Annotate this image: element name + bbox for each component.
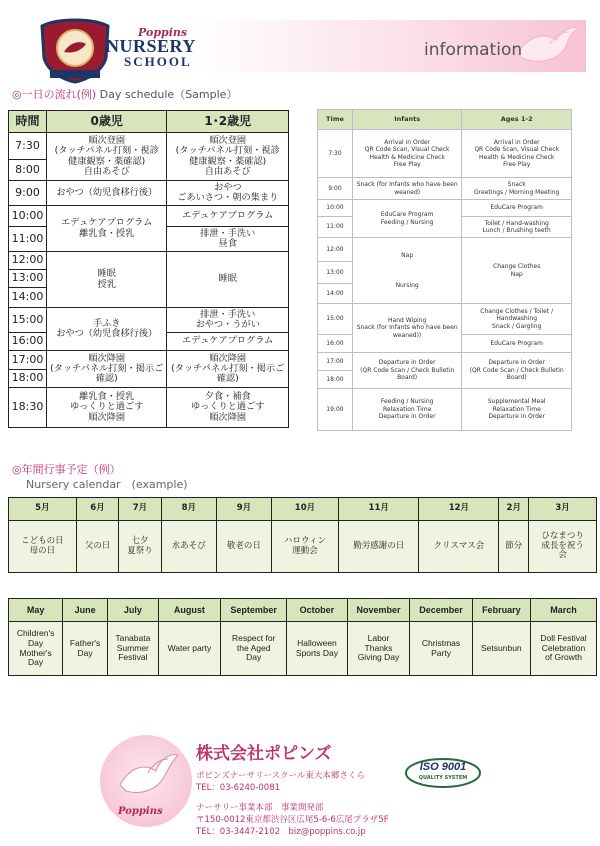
schedule-cell: Departure in Order (QR Code Scan / Check Bulletin Board) — [462, 353, 572, 389]
header-age0: 0歳児 — [46, 111, 167, 133]
time-cell: 13:00 — [318, 262, 353, 284]
time-cell: 18:00 — [318, 371, 353, 389]
schedule-cell: Change Clothes / Toilet / Handwashing Snack / Gargling — [462, 304, 572, 335]
header-ages12: Ages 1-2 — [462, 110, 572, 130]
schedule-cell: Change Clothes Nap — [462, 238, 572, 304]
time-cell: 7:30 — [318, 130, 353, 178]
schedule-cell: Hand Wiping Snack (for Infants who have been weaned)) — [352, 304, 462, 353]
month-cell: December — [410, 599, 472, 622]
address: 〒150-0012東京都渋谷区広尾5-6-6広尾プラザ5F — [196, 815, 389, 825]
time-cell: 17:00 — [318, 353, 353, 371]
schedule-cell: Arrival in Order QR Code Scan, Visual Check Health & Medicine Check Free Play — [462, 130, 572, 178]
event-cell: Christmas Party — [410, 622, 472, 676]
schedule-cell: Supplemental Meal Relaxation Time Departure in Order — [462, 389, 572, 431]
school-tel: TEL：03-6240-0081 — [196, 783, 281, 793]
schedule-cell: 順次登園 (タッチパネル打刻・視診 健康観察・薬確認) 自由あそび — [167, 133, 289, 181]
schedule-cell: エデュケアプログラム 離乳食・授乳 — [46, 206, 167, 252]
time-cell: 18:00 — [9, 370, 47, 388]
month-cell: 5月 — [9, 498, 77, 521]
schedule-cell: 順次登園 (タッチパネル打刻・視診 健康観察・薬確認) 自由あそび — [46, 133, 167, 181]
schedule-cell: EduCare Program — [462, 200, 572, 217]
month-cell: May — [9, 599, 63, 622]
department: ナーサリー事業本部 事業開発部 — [196, 803, 324, 813]
month-cell: 2月 — [499, 498, 529, 521]
month-cell: 12月 — [419, 498, 499, 521]
time-cell: 16:00 — [9, 333, 47, 351]
month-cell: 3月 — [529, 498, 597, 521]
calendar-jp-table — [8, 497, 597, 573]
time-cell: 17:00 — [9, 351, 47, 370]
schedule-cell: 排泄・手洗い 昼食 — [167, 227, 289, 252]
month-cell: 8月 — [161, 498, 216, 521]
schedule-cell: 離乳食・授乳 ゆっくりと過ごす 順次降園 — [46, 388, 167, 428]
information-heading: information — [424, 40, 523, 60]
iso-label: ISO 9001 — [419, 761, 467, 773]
day-schedule-title: ◎一日の流れ(例) Day schedule（Sample） — [12, 88, 238, 101]
schedule-cell: 睡眠 授乳 — [46, 252, 167, 308]
en-day-schedule-table — [317, 109, 572, 431]
schedule-cell: Departure in Order (QR Code Scan / Check Bulletin Board) — [352, 353, 462, 389]
header-infants: Infants — [352, 110, 462, 130]
schedule-cell: エデュケアプログラム — [167, 206, 289, 227]
calendar-title-jp: ◎年間行事予定（例） — [12, 463, 121, 476]
month-cell: October — [287, 599, 347, 622]
month-cell: 10月 — [271, 498, 338, 521]
month-cell: February — [472, 599, 530, 622]
time-cell: 11:00 — [318, 217, 353, 238]
header-time: 時間 — [9, 111, 47, 133]
schedule-cell: Snack Greetings / Morning Meeting — [462, 178, 572, 200]
time-cell: 15:00 — [9, 308, 47, 333]
schedule-cell: 順次降園 (タッチパネル打刻・掲示ご 確認) — [46, 351, 167, 388]
event-cell: 敬老の日 — [216, 521, 271, 573]
time-cell: 8:00 — [9, 160, 47, 181]
time-cell: 19:00 — [318, 389, 353, 431]
jp-day-schedule-table — [8, 110, 289, 428]
month-cell: 7月 — [119, 498, 161, 521]
time-cell: 11:00 — [9, 227, 47, 252]
time-cell: 18:30 — [9, 388, 47, 428]
time-cell: 14:00 — [9, 288, 47, 308]
brand-poppins: Poppins — [138, 26, 188, 39]
schedule-cell: 排泄・手洗い おやつ・うがい — [167, 308, 289, 333]
event-cell: Father's Day — [63, 622, 108, 676]
brand-school: SCHOOL — [124, 54, 192, 69]
schedule-cell: EduCare Program Feeding / Nursing — [352, 200, 462, 238]
event-cell: 勤労感謝の日 — [338, 521, 418, 573]
header-time: Time — [318, 110, 353, 130]
time-cell: 12:00 — [318, 238, 353, 262]
time-cell: 9:00 — [318, 178, 353, 200]
event-cell: Tanabata Summer Festival — [107, 622, 158, 676]
schedule-cell: 夕食・補食 ゆっくりと過ごす 順次降園 — [167, 388, 289, 428]
event-cell: Water party — [158, 622, 220, 676]
schedule-cell: Feeding / Nursing Relaxation Time Departure in Order — [352, 389, 462, 431]
month-cell: September — [221, 599, 287, 622]
brand-nursery: NURSERY — [106, 36, 196, 56]
event-cell: Children's Day Mother's Day — [9, 622, 63, 676]
time-cell: 10:00 — [9, 206, 47, 227]
time-cell: 7:30 — [9, 133, 47, 160]
schedule-cell: エデュケアプログラム — [167, 333, 289, 351]
month-cell: 11月 — [338, 498, 418, 521]
schedule-cell: 手ふき おやつ（幼児食移行後） — [46, 308, 167, 351]
schedule-cell: Nap Nursing — [352, 238, 462, 304]
event-cell: 節分 — [499, 521, 529, 573]
time-cell: 15:00 — [318, 304, 353, 335]
schedule-cell: Snack (for Infants who have been weaned) — [352, 178, 462, 200]
school-name: ポピンズナーサリースクール東大本郷さくら — [196, 771, 365, 781]
contact-tel-email: TEL：03-3447-2102 biz@poppins.co.jp — [196, 827, 366, 837]
calendar-en-table — [8, 598, 597, 676]
iso-sub-label: QUALITY SYSTEM — [418, 775, 468, 781]
month-cell: November — [347, 599, 410, 622]
event-cell: ひなまつり 成長を祝う 会 — [529, 521, 597, 573]
schedule-cell: EduCare Program — [462, 335, 572, 353]
time-cell: 9:00 — [9, 181, 47, 206]
event-cell: Labor Thanks Giving Day — [347, 622, 410, 676]
event-cell: Setsunbun — [472, 622, 530, 676]
time-cell: 14:00 — [318, 284, 353, 304]
calendar-title-en: Nursery calendar (example) — [26, 478, 188, 491]
event-cell: ハロウィン 運動会 — [271, 521, 338, 573]
month-cell: 9月 — [216, 498, 271, 521]
iso-badge — [404, 757, 482, 791]
month-cell: March — [531, 599, 597, 622]
month-cell: July — [107, 599, 158, 622]
event-cell: クリスマス会 — [419, 521, 499, 573]
schedule-cell: おやつ（幼児食移行後） — [46, 181, 167, 206]
schedule-cell: Toilet / Hand-washing Lunch / Brushing teeth — [462, 217, 572, 238]
time-cell: 13:00 — [9, 270, 47, 288]
schedule-cell: おやつ ごあいさつ・朝の集まり — [167, 181, 289, 206]
school-crest-icon — [36, 14, 114, 84]
month-cell: 6月 — [76, 498, 118, 521]
schedule-cell: Arrival in Order QR Code Scan, Visual Check Health & Medicine Check Free Play — [352, 130, 462, 178]
event-cell: Respect for the Aged Day — [221, 622, 287, 676]
company-name: 株式会社ポピンズ — [196, 744, 332, 764]
time-cell: 16:00 — [318, 335, 353, 353]
schedule-cell: 順次降園 (タッチパネル打刻・掲示ご 確認) — [167, 351, 289, 388]
event-cell: 水あそび — [161, 521, 216, 573]
event-cell: こどもの日 母の日 — [9, 521, 77, 573]
time-cell: 12:00 — [9, 252, 47, 270]
event-cell: Doll Festival Celebration of Growth — [531, 622, 597, 676]
dove-icon — [112, 745, 182, 805]
month-cell: June — [63, 599, 108, 622]
event-cell: Halloween Sports Day — [287, 622, 347, 676]
event-cell: 父の日 — [76, 521, 118, 573]
header-age12: 1･2歳児 — [167, 111, 289, 133]
poppins-logo-text: Poppins — [118, 806, 163, 817]
event-cell: 七夕 夏祭り — [119, 521, 161, 573]
time-cell: 10:00 — [318, 200, 353, 217]
month-cell: August — [158, 599, 220, 622]
schedule-cell: 睡眠 — [167, 252, 289, 308]
